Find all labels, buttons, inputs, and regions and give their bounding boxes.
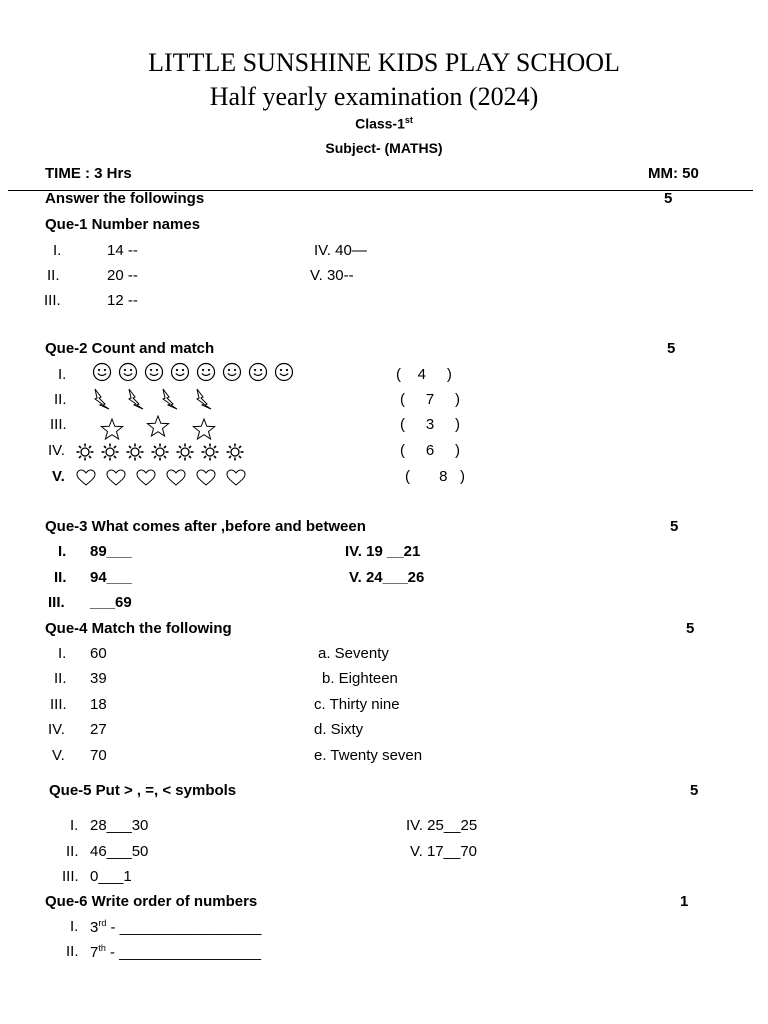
sun-icon (126, 443, 144, 461)
instruction-marks: 5 (664, 190, 673, 207)
star-icon (100, 418, 124, 440)
sun-icon (201, 443, 219, 461)
q4-right-5: e. Twenty seven (314, 747, 423, 764)
q3-item-3: ___69 (90, 594, 132, 611)
q2-num-4: IV. (48, 442, 65, 459)
exam-title: Half yearly examination (2024) (209, 82, 539, 111)
sun-icon (151, 443, 169, 461)
q5-item-2: 46___50 (90, 843, 149, 860)
q2-answer-2: ( 7 ) (400, 391, 461, 408)
q1-num-2: II. (47, 267, 60, 284)
q1-item-5: V. 30-- (310, 267, 354, 284)
q1-item-3: 12 -- (107, 292, 138, 309)
q4-num-5: V. (52, 747, 65, 764)
q2-num-3: III. (50, 416, 67, 433)
q3-item-2: 94___ (90, 569, 132, 586)
smiley-icon (222, 362, 242, 382)
q5-num-3: III. (62, 868, 79, 885)
q3-num-3: III. (48, 594, 65, 611)
q3-item-5: V. 24___26 (349, 569, 425, 586)
q5-item-5: V. 17__70 (410, 843, 478, 860)
q2-answer-5: ( 8 ) (405, 468, 466, 485)
q2-smiley-row (92, 362, 294, 382)
q1-title: Que-1 Number names (45, 216, 201, 233)
max-marks-label: MM: 50 (648, 165, 699, 182)
smiley-icon (92, 362, 112, 382)
sun-icon (76, 443, 94, 461)
q2-answer-3: ( 3 ) (400, 416, 461, 433)
q5-num-2: II. (66, 843, 79, 860)
q2-heart-row (76, 469, 246, 486)
q1-item-1: 14 -- (107, 242, 138, 259)
q6-item-1: 3rd - _________________ (90, 918, 262, 936)
smiley-icon (144, 362, 164, 382)
star-icon (192, 418, 216, 440)
q5-marks: 5 (690, 782, 699, 799)
smiley-icon (170, 362, 190, 382)
q4-num-2: II. (54, 670, 67, 687)
q4-left-5: 70 (90, 747, 107, 764)
q2-num-5: V. (52, 468, 65, 485)
q3-item-1: 89___ (90, 543, 132, 560)
q4-left-3: 18 (90, 696, 107, 713)
q4-right-3: c. Thirty nine (314, 696, 400, 713)
heart-icon (166, 469, 186, 486)
heart-icon (226, 469, 246, 486)
q6-marks: 1 (680, 893, 689, 910)
q5-item-1: 28___30 (90, 817, 149, 834)
q3-num-2: II. (54, 569, 67, 586)
q2-num-2: II. (54, 391, 67, 408)
q5-title: Que-5 Put > , =, < symbols (49, 782, 237, 799)
lightning-icon (126, 388, 144, 410)
q2-star-row (100, 418, 216, 440)
q2-lightning-row (92, 388, 212, 410)
q2-num-1: I. (58, 366, 67, 383)
q4-right-4: d. Sixty (314, 721, 364, 738)
q4-right-1: a. Seventy (318, 645, 389, 662)
heart-icon (106, 469, 126, 486)
q4-num-4: IV. (48, 721, 65, 738)
q3-title: Que-3 What comes after ,before and between (45, 518, 366, 535)
sun-icon (226, 443, 244, 461)
time-label: TIME : 3 Hrs (45, 165, 132, 182)
smiley-icon (248, 362, 268, 382)
q2-marks: 5 (667, 340, 676, 357)
q1-num-1: I. (53, 242, 62, 259)
q2-answer-4: ( 6 ) (400, 442, 461, 459)
smiley-icon (274, 362, 294, 382)
heart-icon (196, 469, 216, 486)
q3-marks: 5 (670, 518, 679, 535)
q4-left-2: 39 (90, 670, 107, 687)
q1-item-2: 20 -- (107, 267, 138, 284)
q3-num-1: I. (58, 543, 67, 560)
lightning-icon (160, 388, 178, 410)
smiley-icon (118, 362, 138, 382)
sun-icon (176, 443, 194, 461)
smiley-icon (196, 362, 216, 382)
q2-title: Que-2 Count and match (45, 340, 215, 357)
q5-item-4: IV. 25__25 (406, 817, 478, 834)
q3-item-4: IV. 19 __21 (345, 543, 421, 560)
q4-left-1: 60 (90, 645, 107, 662)
subject-label: Subject- (MATHS) (325, 140, 443, 156)
class-label: Class-1st (355, 115, 413, 132)
q6-item-2: 7th - _________________ (90, 943, 262, 961)
q1-item-4: IV. 40— (314, 242, 367, 259)
q4-num-3: III. (50, 696, 67, 713)
star-icon (146, 415, 170, 437)
school-name: LITTLE SUNSHINE KIDS PLAY SCHOOL (148, 48, 620, 77)
q2-sun-row (76, 443, 244, 461)
q4-title: Que-4 Match the following (45, 620, 232, 637)
q4-right-2: b. Eighteen (322, 670, 398, 687)
q6-num-1: I. (70, 918, 79, 935)
heart-icon (136, 469, 156, 486)
lightning-icon (92, 388, 110, 410)
q1-num-3: III. (44, 292, 61, 309)
q2-answer-1: ( 4 ) (396, 366, 452, 383)
q6-num-2: II. (66, 943, 79, 960)
q4-left-4: 27 (90, 721, 107, 738)
q4-marks: 5 (686, 620, 695, 637)
lightning-icon (194, 388, 212, 410)
sun-icon (101, 443, 119, 461)
q4-num-1: I. (58, 645, 67, 662)
heart-icon (76, 469, 96, 486)
q5-num-1: I. (70, 817, 79, 834)
q6-title: Que-6 Write order of numbers (45, 893, 258, 910)
q5-item-3: 0___1 (90, 868, 132, 885)
instruction-text: Answer the followings (45, 190, 205, 207)
